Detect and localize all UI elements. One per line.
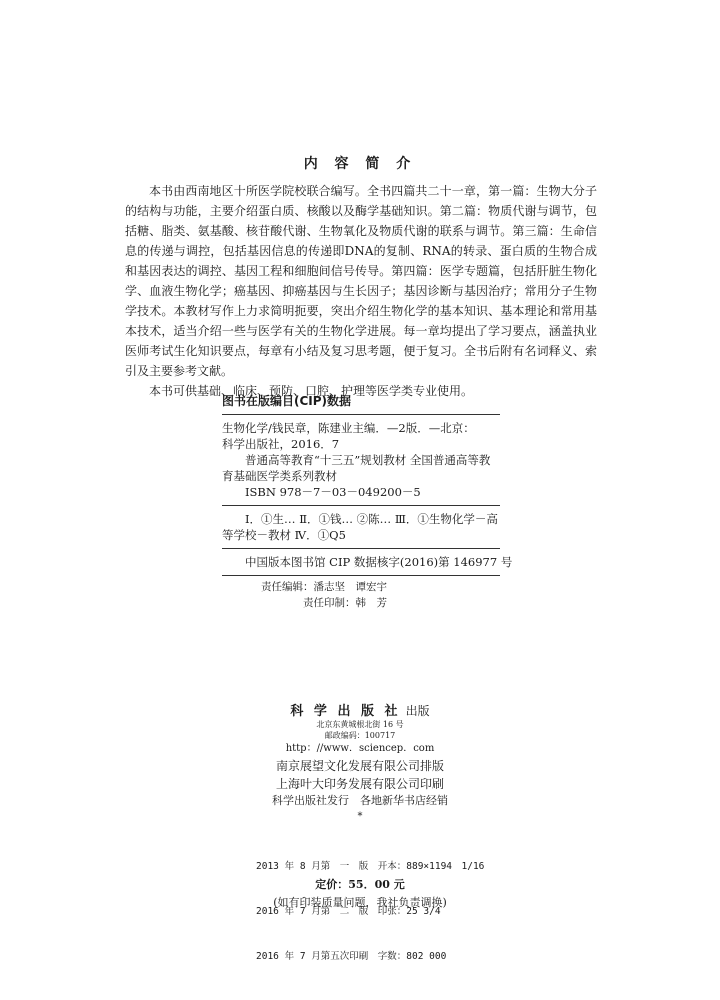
cip-line: 科学出版社，2016．7 <box>222 437 340 451</box>
price: 定价：55．00 元 <box>315 878 405 891</box>
edition-line: 2013 年 8 月第 一 版 开本：889×1194 1/16 <box>256 861 485 872</box>
cip-line: 等学校－教材 Ⅳ．①Q5 <box>222 528 346 542</box>
editor-text: 责任印制：韩 芳 <box>303 597 387 609</box>
publisher-postcode: 邮政编码：100717 <box>324 731 396 740</box>
cip-record: 中国版本图书馆 CIP 数据核字(2016)第 146977 号 <box>245 555 513 569</box>
cip-rule-low <box>222 548 500 549</box>
cip-block <box>222 393 513 581</box>
publisher-name-line <box>0 700 720 719</box>
publisher-block <box>0 700 720 825</box>
edition-line: 2016 年 7 月第 二 版 印张：25 3/4 <box>256 906 441 917</box>
cip-line: Ⅰ．①生… Ⅱ．①钱… ②陈… Ⅲ．①生物化学－高 <box>245 512 498 526</box>
cip-rule-top <box>222 414 500 415</box>
summary-body <box>125 181 597 401</box>
summary-paragraph: 本书可供基础、临床、预防、口腔、护理等医学类专业使用。 <box>149 384 474 398</box>
cip-rule-bottom <box>222 575 500 576</box>
editor-text: 责任编辑：潘志坚 谭宏宇 <box>261 581 387 593</box>
cip-line: 育基础医学类系列教材 <box>222 469 337 483</box>
summary-paragraph: 本书由西南地区十所医学院校联合编写。全书四篇共二十一章，第一篇：生物大分子的结构与功能，主要介绍蛋白质、核酸以及酶学基础知识。第二篇：物质代谢与调节，包括糖、脂类、氨基酸、核苷酸代谢、生物氧化及物质代谢的联系与调节。第三篇：生命信息的传递与调控，包括基因信息的传递即DNA的复制、RNA的转录、蛋白质的生物合成和基因表达的调控、基因工程和细胞间信号传导。第四篇：医学专题篇，包括肝脏生物化学、血液生物化学；癌基因、抑癌基因与生长因子；基因诊断与基因治疗；常用分子生物学技术。本教材写作上力求简明扼要，突出介绍生物化学的基本知识、基本理论和常用基本技术，适当介绍一些与医学有关的生物化学进展。每一章均提出了学习要点，涵盖执业医师考试生化知识要点，每章有小结及复习思考题，便于复习。全书后附有名词释义、索引及主要参考文献。 <box>125 184 597 378</box>
edition-line: 2016 年 7 月第五次印刷 字数：802 000 <box>256 951 447 962</box>
summary-title: 内 容 简 介 <box>303 156 417 172</box>
distribution: 科学出版社发行 各地新华书店经销 <box>272 794 448 807</box>
cip-isbn: ISBN 978－7－03－049200－5 <box>245 485 421 499</box>
separator-star: * <box>357 811 363 822</box>
cip-rule-mid <box>222 505 500 506</box>
cip-line: 普通高等教育“十三五”规划教材 全国普通高等教 <box>245 453 491 467</box>
cip-line: 生物化学/钱民章，陈建业主编．—2版．—北京： <box>222 421 475 435</box>
cip-heading: 图书在版编目(CIP)数据 <box>222 394 352 408</box>
quality-note: (如有印装质量问题，我社负责调换) <box>273 896 447 909</box>
publisher-suffix: 出版 <box>405 704 430 718</box>
publisher-url: http：//www．sciencep．com <box>285 743 435 754</box>
printer: 上海叶大印务发展有限公司印刷 <box>275 777 444 791</box>
publisher-name: 科 学 出 版 社 <box>290 704 401 719</box>
typesetter: 南京展望文化发展有限公司排版 <box>275 759 444 773</box>
publisher-address: 北京东黄城根北街 16 号 <box>316 720 404 729</box>
